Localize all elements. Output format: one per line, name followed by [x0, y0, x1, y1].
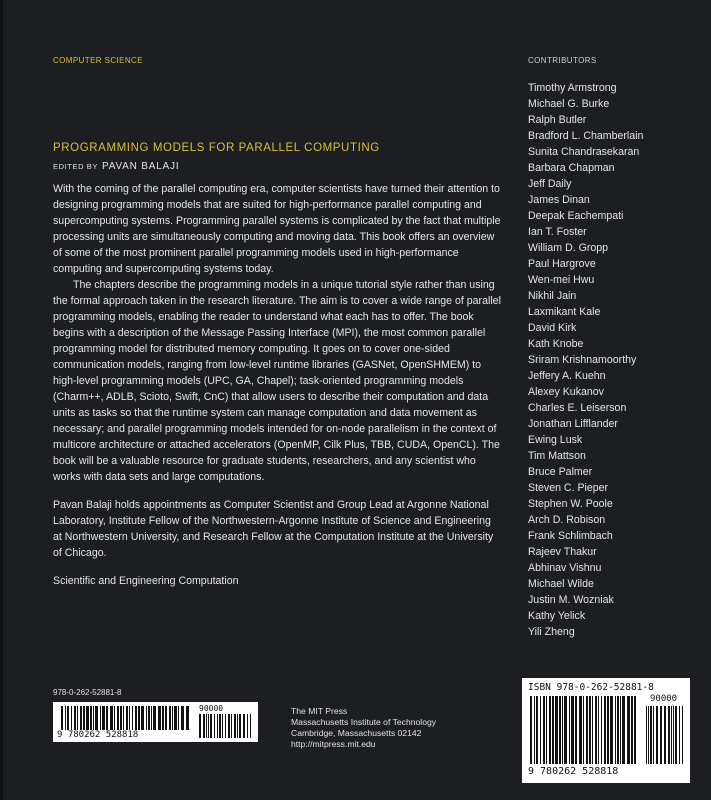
contributor-name: Deepak Eachempati [528, 210, 624, 222]
barcode-bar [186, 706, 189, 730]
barcode-bar [552, 696, 554, 764]
contributor-name: Ewing Lusk [528, 434, 583, 446]
description-paragraph: The chapters describe the programming models in a unique tutorial style rather than using the formal approach taken in the research literature. The aim is to cover a wide range of parallel programming models, enabling the reader to understand what each has to offer. The book begins with a description of the Message Passing Interface (MPI), the most common parallel programming model for distributed memory computing. It goes on to cover one-sided communication models, ranging from low-level runtime libraries (GASNet, OpenSHMEM) to high-level programming models (UPC, GA, Chapel); task-oriented programming models (Charm++, ADLB, Scioto, Swift, CnC) that allow users to describe their computation and data units as tasks so that the runtime system can manage computation and data movement as necessary; and parallel programming models intended for on-node parallelism in the context of multicore architecture or attached accelerators (OpenMP, Cilk Plus, TBB, CUDA, OpenCL). The book will be a valuable resource for graduate students, researchers, and any scientist who works with data sets and large computations. [53, 279, 501, 483]
barcode-bar [656, 706, 658, 764]
barcode-bar [67, 706, 69, 730]
contributor-name: Kath Knobe [528, 338, 584, 350]
contributor-name: Abhinav Vishnu [528, 562, 602, 574]
barcode-bar [536, 696, 538, 764]
barcode-bar [203, 714, 205, 738]
barcode-bar [169, 706, 171, 730]
contributor-name: Jonathan Lifflander [528, 418, 618, 430]
barcode-bar [668, 706, 670, 764]
barcode-bar [165, 706, 167, 730]
barcode-bar [208, 714, 209, 738]
barcode-bar [607, 696, 609, 764]
barcode-bar [77, 706, 78, 730]
contributor-name: Bruce Palmer [528, 466, 593, 478]
barcode-bar [562, 696, 563, 764]
contributor-name: Sriram Krishnamoorthy [528, 354, 637, 366]
barcode-bar [549, 696, 551, 764]
barcode-bar [646, 706, 647, 764]
barcode-bar [648, 706, 649, 764]
barcode-bar [243, 714, 245, 738]
barcode-bar [181, 706, 184, 730]
publisher-block [291, 706, 436, 750]
barcode-bar [671, 706, 672, 764]
barcode-bar [592, 696, 593, 764]
barcode-bar [172, 706, 173, 730]
contributor-name: Rajeev Thakur [528, 546, 597, 558]
barcode-bar [148, 706, 150, 730]
barcode-bar [534, 696, 535, 764]
publisher-institution: Massachusetts Institute of Technology [291, 717, 437, 727]
barcode-bar [604, 696, 606, 764]
barcode-bar [228, 714, 230, 738]
editor-name: PAVAN BALAJI [102, 161, 180, 172]
barcode-bar [575, 696, 577, 764]
series-name: Scientific and Engineering Computation [53, 575, 239, 587]
contributor-name: Justin M. Wozniak [528, 594, 614, 606]
barcode-bar [595, 696, 597, 764]
barcode-bar [615, 696, 616, 764]
barcode-bar [543, 696, 545, 764]
subject-category: COMPUTER SCIENCE [53, 56, 143, 65]
barcode-bar [61, 706, 63, 730]
barcode-bar [102, 706, 105, 730]
contributor-name: Bradford L. Chamberlain [528, 130, 644, 142]
barcode-bar [247, 714, 248, 738]
barcode-bar [569, 696, 570, 764]
barcode-bar [634, 696, 636, 764]
barcode-bar [650, 706, 652, 764]
barcode-bar [559, 696, 561, 764]
barcode-bar [231, 714, 232, 738]
barcode-bar [146, 706, 147, 730]
contributors-heading: CONTRIBUTORS [528, 56, 597, 65]
contributor-name: Ralph Butler [528, 114, 587, 126]
barcode-bar [74, 706, 76, 730]
spine-edge [0, 0, 3, 800]
isbn-text: 978-0-262-52881-8 [53, 688, 122, 697]
barcode-bar [80, 706, 82, 730]
contributor-name: Yili Zheng [528, 626, 575, 638]
barcode-bar [598, 696, 599, 764]
contributor-name: Nikhil Jain [528, 290, 577, 302]
barcode-bar [93, 706, 94, 730]
contributor-name: Arch D. Robison [528, 514, 606, 526]
barcode-bar [225, 714, 226, 738]
barcode-bar [222, 714, 223, 738]
edited-by-label: EDITED BY [53, 162, 98, 171]
contributor-name: Tim Mattson [528, 450, 586, 462]
barcode-bar [586, 696, 588, 764]
editor-line [53, 161, 179, 172]
barcode-bar [622, 696, 625, 764]
contributor-name: Michael Wilde [528, 578, 594, 590]
barcode-bar [129, 706, 130, 730]
barcode-bar [583, 696, 584, 764]
barcode-bar [682, 706, 683, 764]
publisher-url: http://mitpress.mit.edu [291, 739, 376, 749]
barcode-bar [95, 706, 98, 730]
barcode-bar [555, 696, 558, 764]
barcode-bar [153, 706, 156, 730]
contributor-name: Wen-mei Hwu [528, 274, 595, 286]
contributor-name: William D. Gropp [528, 242, 609, 254]
barcode-bar [135, 706, 137, 730]
barcode-bar [199, 714, 201, 738]
barcode-bar [110, 706, 113, 730]
barcode-bar [540, 696, 541, 764]
barcode-bar [151, 706, 152, 730]
barcode-bar [564, 696, 567, 764]
barcode-bar [120, 706, 122, 730]
barcode-bar [141, 706, 144, 730]
barcode-bar [664, 706, 666, 764]
barcode-bar [239, 714, 241, 738]
barcode-bar [158, 706, 161, 730]
barcode-bar [178, 706, 179, 730]
barcode-bar [234, 714, 236, 738]
contributor-name: Charles E. Leiserson [528, 402, 627, 414]
barcode-bar [546, 696, 547, 764]
barcode-bar [620, 696, 621, 764]
contributor-name: Ian T. Foster [528, 226, 587, 238]
publisher-name: The MIT Press [291, 706, 348, 716]
contributors-list [528, 80, 703, 640]
book-description [53, 181, 501, 589]
barcode-bar [530, 696, 532, 764]
barcode-bar [162, 706, 164, 730]
publisher-address: Cambridge, Massachusetts 02142 [291, 728, 422, 738]
barcode-bar [237, 714, 238, 738]
barcode-bar [210, 714, 212, 738]
barcode-bar [83, 706, 85, 730]
contributor-name: Stephen W. Poole [528, 498, 613, 510]
barcode-bar [627, 696, 630, 764]
contributor-name: Frank Schlimbach [528, 530, 613, 542]
barcode-addon-digits: 90000 [199, 704, 224, 713]
barcode-bar [653, 706, 654, 764]
barcode-bar [617, 696, 619, 764]
contributor-name: Michael G. Burke [528, 98, 610, 110]
barcode-digits: 9 780262 528818 [57, 730, 139, 740]
contributor-name: James Dinan [528, 194, 590, 206]
barcode-bar [250, 714, 251, 738]
barcode-bar [660, 706, 662, 764]
contributor-name: Barbara Chapman [528, 162, 615, 174]
barcode-bar [90, 706, 92, 730]
barcode-bar [138, 706, 140, 730]
contributor-name: Laxmikant Kale [528, 306, 601, 318]
barcode-bar [571, 696, 574, 764]
author-bio: Pavan Balaji holds appointments as Computer Scientist and Group Lead at Argonne National Laboratory, Institute Fellow of the Northwestern-Argonne Institute of Science and Engineering at Northwestern University, and Research Fellow at the Computation Institute at the University of Chicago. [53, 499, 494, 559]
barcode-bar [117, 706, 119, 730]
barcode-digits: 9 780262 528818 [528, 766, 619, 777]
barcode-bar [206, 714, 207, 738]
barcode-bar [610, 696, 613, 764]
book-title: PROGRAMMING MODELS FOR PARALLEL COMPUTING [53, 142, 380, 154]
contributor-name: Jeff Daily [528, 178, 572, 190]
contributor-name: Jeffery A. Kuehn [528, 370, 606, 382]
description-paragraph: With the coming of the parallel computing era, computer scientists have turned their attention to designing programming models that are suited for high-performance parallel computing and supercomputing systems. Programming parallel systems is complicated by the fact that multiple processing units are simultaneously computing and moving data. This book offers an overview of some of the most prominent parallel programming models used in high-performance computing and supercomputing systems today. [53, 183, 501, 275]
barcode-bar [673, 706, 674, 764]
contributor-name: Alexey Kukanov [528, 386, 604, 398]
barcode-bar [174, 706, 177, 730]
barcode-bar [126, 706, 128, 730]
barcode-bar [631, 696, 633, 764]
barcode-bar [601, 696, 602, 764]
barcode-bar [71, 706, 72, 730]
barcode-addon-digits: 90000 [650, 694, 678, 704]
contributor-name: Timothy Armstrong [528, 82, 617, 94]
barcode-bar [65, 706, 66, 730]
barcode-bar [217, 714, 218, 738]
barcode-bar [579, 696, 582, 764]
barcode-bar [214, 714, 215, 738]
barcode-bar [100, 706, 101, 730]
contributor-name: Paul Hargrove [528, 258, 596, 270]
barcode-bar [132, 706, 133, 730]
barcode-isbn-label: ISBN 978-0-262-52881-8 [528, 682, 654, 693]
barcode-bar [123, 706, 124, 730]
barcode-bar [589, 696, 591, 764]
barcode-bar [114, 706, 115, 730]
barcode-left [53, 702, 258, 742]
contributor-name: Sunita Chandrasekaran [528, 146, 640, 158]
barcode-bar [86, 706, 89, 730]
barcode-bar [675, 706, 677, 764]
contributor-name: Kathy Yelick [528, 610, 586, 622]
contributor-name: Steven C. Pieper [528, 482, 609, 494]
barcode-bar [679, 706, 680, 764]
barcode-bar [219, 714, 221, 738]
barcode-right [522, 678, 690, 783]
contributor-name: David Kirk [528, 322, 577, 334]
barcode-bar [106, 706, 108, 730]
